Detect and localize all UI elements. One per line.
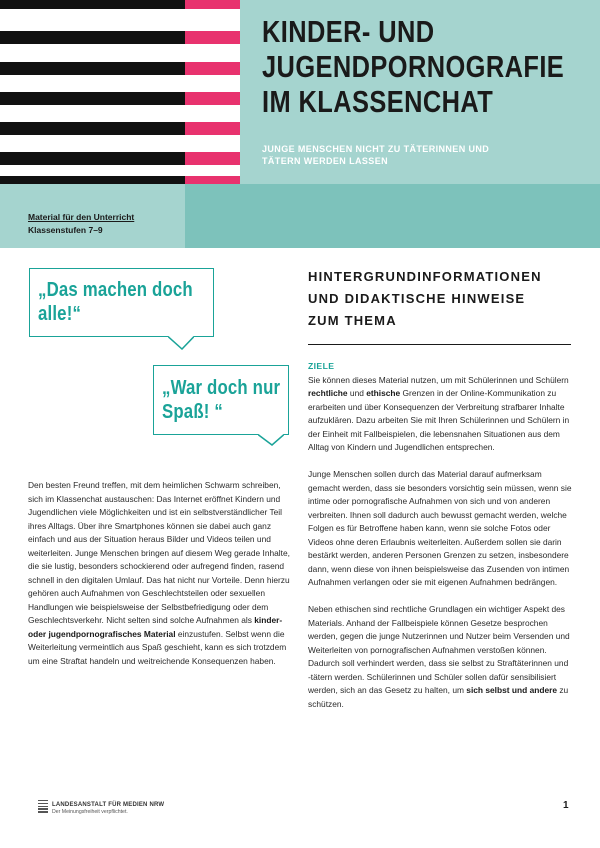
emphasis: kinder- oder jugendpornografisches Material (28, 615, 283, 639)
page-number: 1 (563, 800, 569, 811)
speech-bubble-2 (153, 365, 289, 435)
divider (308, 344, 571, 345)
material-label (28, 211, 134, 237)
quote-line: „Das machen doch (38, 279, 193, 301)
text-run: Den besten Freund treffen, mit dem heimlichen Schwarm schreiben, sich im Klassenchat austauschen: Das Internet eröffnet Kindern und Jugendlichen viele Möglichkeiten und ist ein selbstverständlicher Teil ihres Alltags. Über ihre Smartphones können sie dabei auch ganz einfach und aus der Situation heraus Bilder und Videos teilen und weiterleiten. Junge Menschen bringen auf diesem Weg gerade Inhalte, die sie lustig, besonders schockierend oder aufregend finden, rasend schnell in den digitalen Umlauf. Das hat nicht nur Vorteile. Denn hierzu gehören auch Aufnahmen von Geschlechtsteilen oder sexuellen Handlungen wie beispielsweise der Selbstbefriedigung oder dem Geschlechtsverkehr. Nicht selten sind solche Aufnahmen als (28, 480, 290, 625)
emphasis: rechtliche (308, 388, 348, 398)
paragraph: Junge Menschen sollen durch das Material darauf aufmerksam gemacht werden, dass sie besonders vorsichtig sein müssen, wenn sie intime oder pornografische Aufnahmen von sich und von anderen verbreiten. Ihnen soll dadurch auch bewusst gemacht werden, welche Folgen es für Betroffene haben kann, wenn sie solche Fotos oder Videos ohne deren Erlaubnis weiterleiten. Außerdem sollen sie darin bestärkt werden, anderen Personen Grenzen zu setzen, insbesondere dann, wenn diese von ihnen beispielsweise das Zusenden von intimen Aufnahmen verlangen oder sie mit eigenen Aufnahmen bedrängen. (308, 469, 572, 587)
title-line: JUGENDPORNOGRAFIE (262, 49, 565, 84)
section-title (308, 266, 578, 332)
page-title (262, 14, 565, 119)
ziele-heading: ZIELE (308, 361, 335, 371)
section-title-line: UND DIDAKTISCHE HINWEISE (308, 291, 526, 306)
text-run: zu schützen. (308, 685, 569, 709)
org-claim: Der Meinungsfreiheit verpflichtet. (52, 809, 128, 815)
speech-bubble-1 (29, 268, 214, 337)
background-info (308, 360, 572, 725)
speech-bubble-tail (168, 336, 194, 350)
text-run: Sie können dieses Material nutzen, um mit Schülerinnen und Schülern (308, 374, 569, 385)
accent-band (185, 184, 600, 248)
material-line: Material für den Unterricht (28, 212, 135, 222)
org-logo-icon (38, 800, 48, 814)
subtitle-line: JUNGE MENSCHEN NICHT ZU TÄTERINNEN UND (262, 144, 490, 154)
text-run: und (347, 388, 367, 398)
section-title-line: HINTERGRUNDINFORMATIONEN (308, 269, 542, 284)
section-title-line: ZUM THEMA (308, 313, 397, 328)
title-line: KINDER- UND (262, 14, 435, 49)
quote-line: „War doch nur (162, 377, 281, 399)
title-line: IM KLASSENCHAT (262, 84, 494, 119)
org-name: LANDESANSTALT FÜR MEDIEN NRW (52, 802, 165, 808)
quote-line: Spaß! “ (162, 401, 223, 423)
text-run: Neben ethischen sind rechtliche Grundlagen ein wichtiger Aspekt des Materials. Anhand der Fallbeispiele können Gesetze besprochen werden, gegen die junge Nutzerinnen und Nutzer beim Versenden und Weiterleiten von pornografischen Aufnahmen verstoßen können. Dadurch soll verhindert werden, dass sie selbst zu Straftäterinnen und -tätern werden. Schülerinnen und Schüler sollen dafür sensibilisiert werden, sich an das Gesetz zu halten, um (308, 604, 570, 695)
grade-level: Klassenstufen 7–9 (28, 225, 103, 235)
subtitle-line: TÄTERN WERDEN LASSEN (262, 156, 389, 166)
emphasis: sich selbst und andere (466, 685, 558, 695)
title-panel (240, 0, 600, 184)
ziele-paragraph (308, 374, 572, 455)
emphasis: ethische (366, 388, 401, 398)
paragraph (308, 603, 572, 711)
intro-paragraph (28, 479, 290, 668)
speech-bubble-tail (258, 434, 284, 446)
text-run: Grenzen in der Online-Kommunikation zu erarbeiten und über Konsequenzen der Verbreitung strafbarer Inhalte aufzuklären. Dazu arbeiten Sie mit Ihren Schülerinnen und Schülern in der Einheit mit Fallbeispielen, die lebensnahen Situationen aus dem Alltag von Kindern und Jugendlichen entsprechen. (308, 388, 570, 452)
header-stripe-graphic (0, 0, 240, 184)
subtitle (262, 143, 562, 167)
text-run: einzustufen. Selbst wenn die Weiterleitung vermeintlich aus Spaß geschieht, kann es sich trotzdem um eine Straftat handeln und weitreichende Konsequenzen haben. (28, 628, 287, 666)
quote-line: alle!“ (38, 303, 82, 325)
